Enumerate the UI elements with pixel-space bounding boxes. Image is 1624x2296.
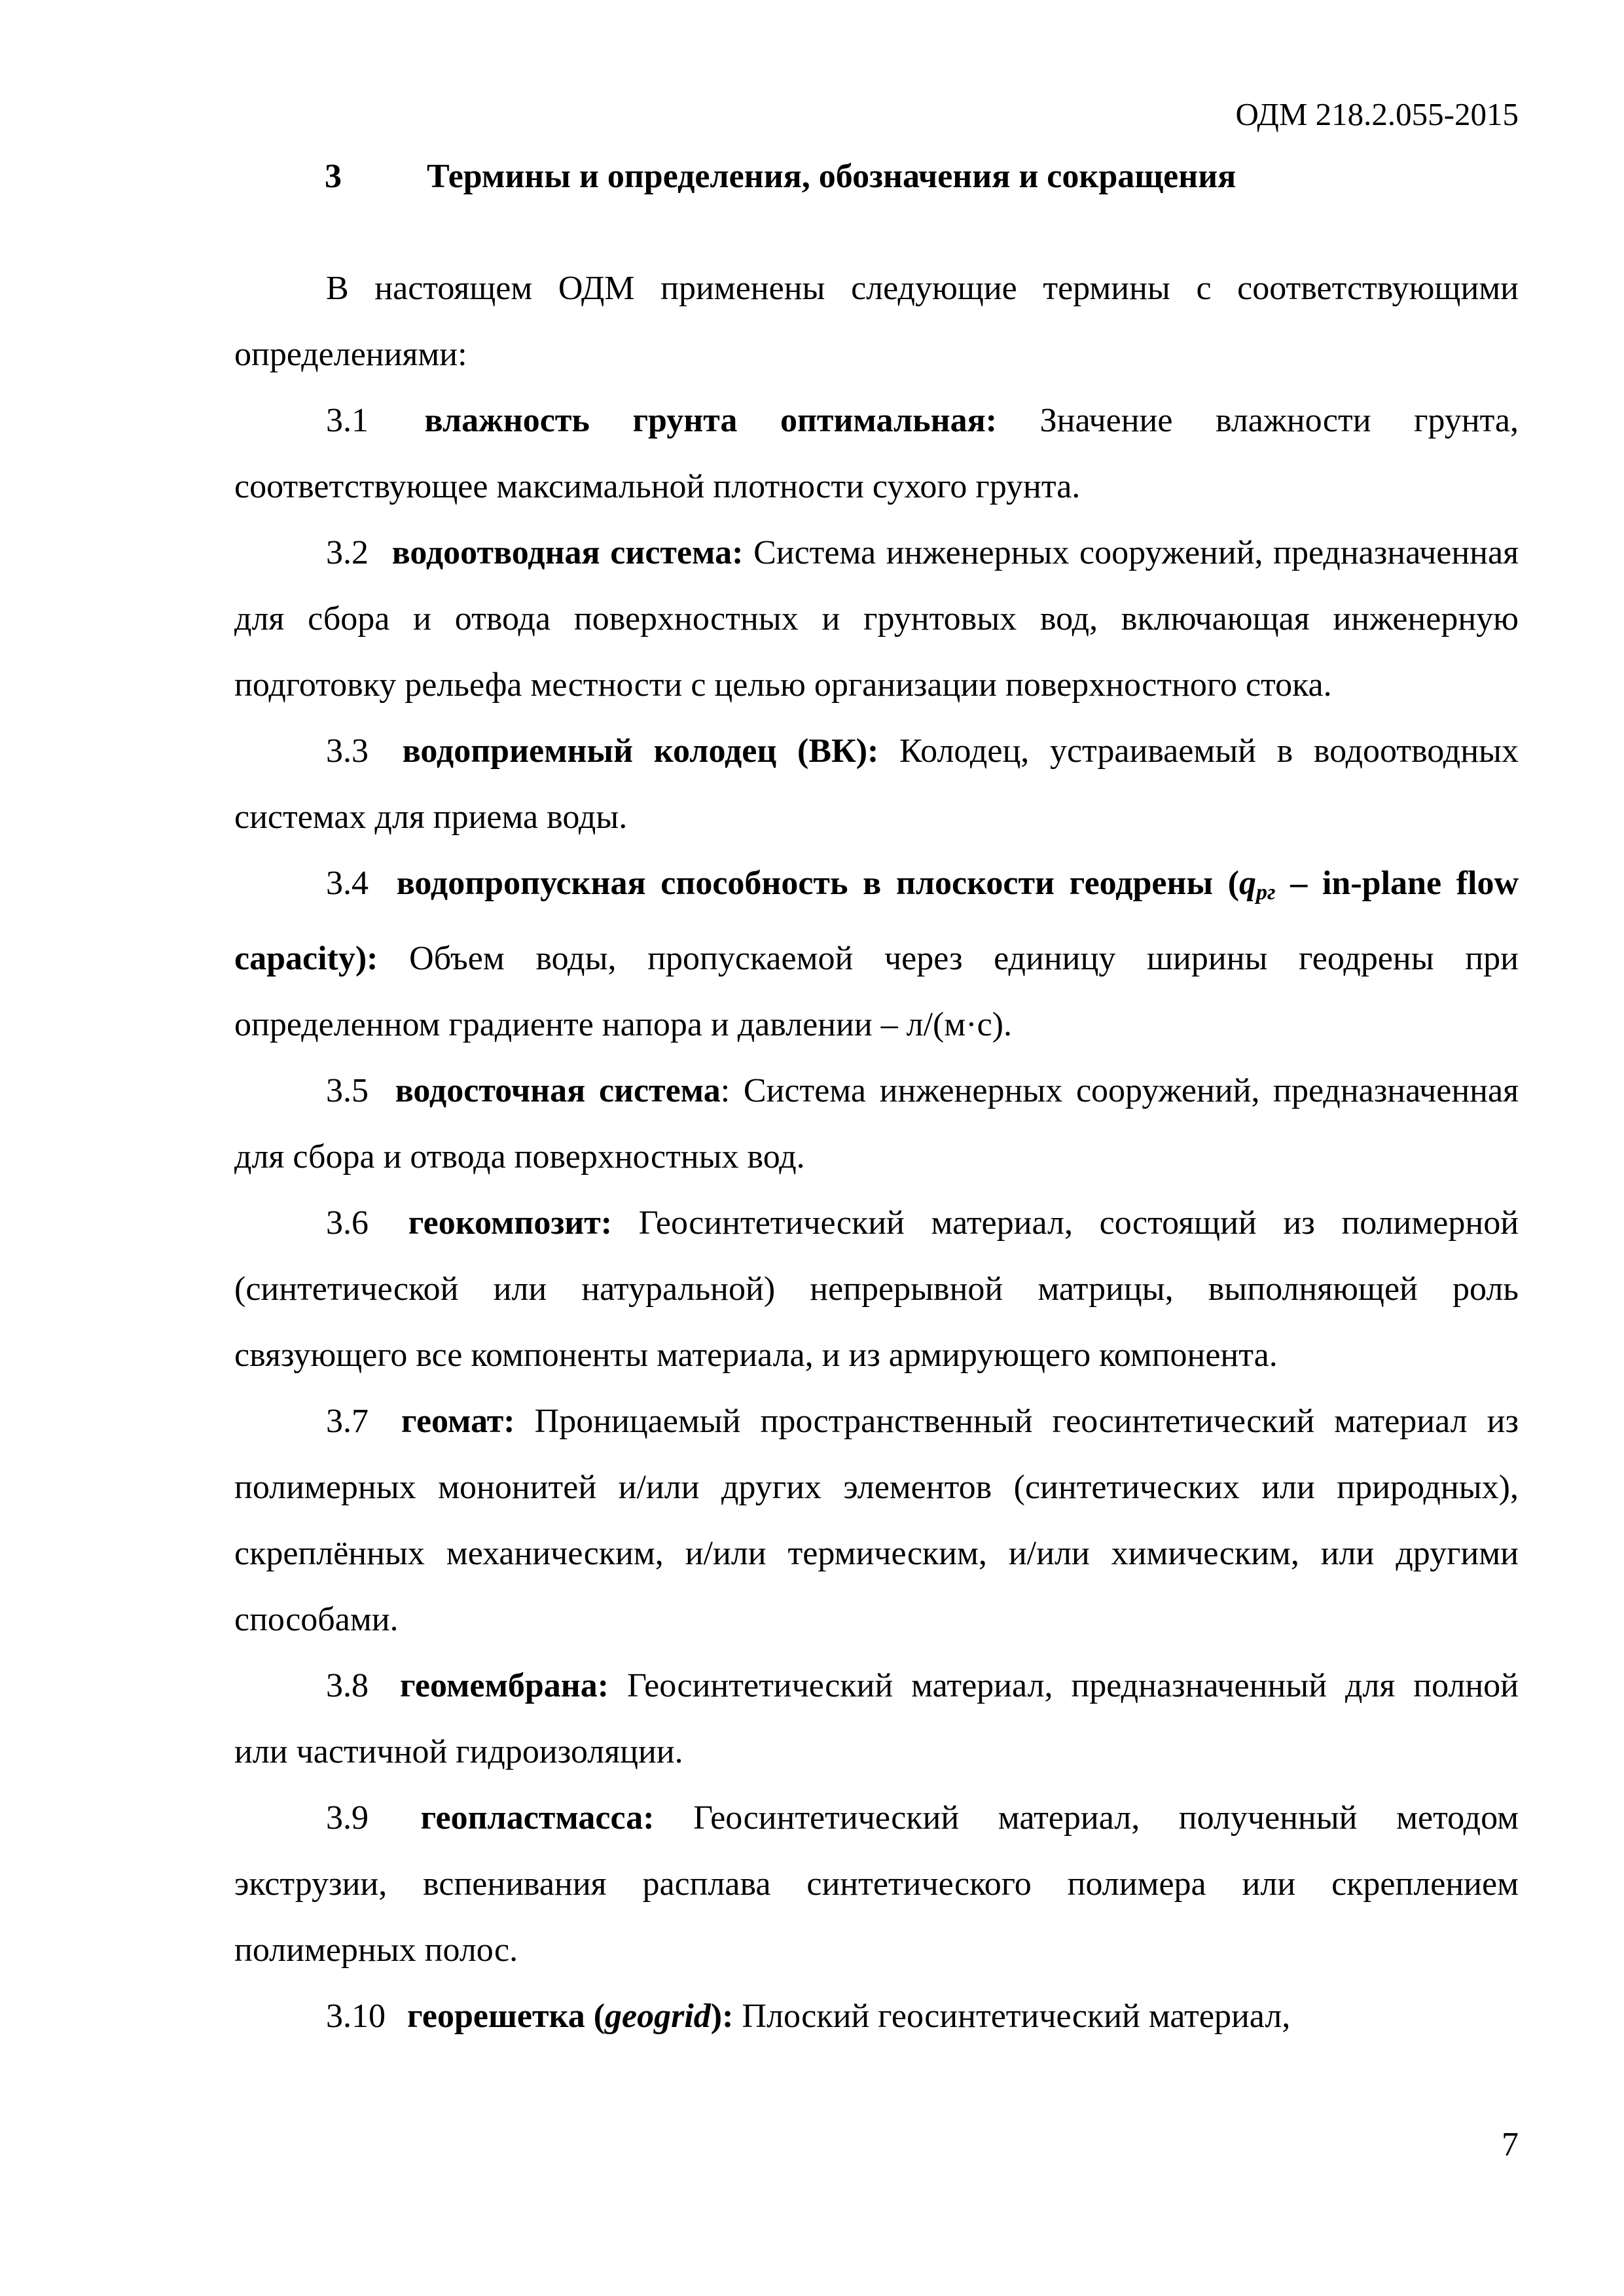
document-code: ОДМ 218.2.055-2015 (1235, 96, 1519, 132)
term-definition: Система инженерных сооружений, предназначенная для сбора и отвода поверхностных и грунтовых вод, включающая инженерную подготовку рельефа местности с целью организации поверхностного стока. (234, 534, 1519, 704)
term-name: водоотводная система: (391, 534, 744, 571)
term-definition: Плоский геосинтетический материал, (742, 1998, 1291, 2035)
term-item-3-6 (234, 1190, 1519, 1388)
term-item-3-9 (234, 1785, 1519, 1983)
intro-paragraph: В настоящем ОДМ применены следующие термины с соответствующими определениями: (234, 270, 1519, 373)
term-number: 3.4 (326, 865, 369, 902)
section-heading (325, 160, 1236, 194)
term-name: георешетка ( (407, 1998, 605, 2035)
term-definition: : Система инженерных сооружений, предназначенная для сбора и отвода поверхностных вод. (234, 1072, 1519, 1175)
term-number: 3.10 (326, 1998, 386, 2035)
term-name: водосточная система (395, 1072, 721, 1109)
term-english: – in-plane flow capacity): (234, 865, 1519, 977)
term-symbol: q (1239, 865, 1257, 902)
term-item-3-3 (234, 718, 1519, 850)
section-title: Термины и определения, обозначения и сокращения (427, 158, 1236, 195)
term-symbol-subscript: pг (1256, 880, 1276, 905)
term-number: 3.6 (326, 1204, 369, 1242)
term-item-3-2 (234, 520, 1519, 718)
term-item-3-7 (234, 1388, 1519, 1653)
term-definition: Геосинтетический материал, полученный методом экструзии, вспенивания расплава синтетического полимера или скреплением полимерных полос. (234, 1799, 1519, 1969)
term-definition: Объем воды, пропускаемой через единицу ширины геодрены при определенном градиенте напора и давлении – л/(м·с). (234, 940, 1519, 1043)
term-definition: Геосинтетический материал, предназначенный для полной или частичной гидроизоляции. (234, 1667, 1519, 1770)
term-item-3-4 (234, 850, 1519, 1058)
term-definition: Геосинтетический материал, состоящий из полимерной (синтетической или натуральной) непрерывной матрицы, выполняющей роль связующего все компоненты материала, и из армирующего компонента. (234, 1204, 1519, 1374)
term-name: геокомпозит: (408, 1204, 613, 1242)
document-body (234, 255, 1519, 2049)
term-name: водоприемный колодец (402, 732, 777, 770)
term-number: 3.7 (326, 1403, 369, 1440)
term-definition: Колодец, устраиваемый в водоотводных системах для приема воды. (234, 732, 1519, 836)
term-abbreviation: (ВК): (797, 732, 879, 770)
term-name-close: ): (710, 1998, 734, 2035)
term-name: водопропускная способность в плоскости геодрены ( (396, 865, 1240, 902)
term-number: 3.3 (326, 732, 369, 770)
page-number: 7 (1502, 2126, 1519, 2163)
term-name: влажность грунта оптимальная: (424, 402, 998, 439)
term-english-italic: geogrid (605, 1998, 711, 2035)
term-name: геопластмасса: (420, 1799, 655, 1837)
term-number: 3.9 (326, 1799, 369, 1837)
term-name: геомат: (401, 1403, 515, 1440)
term-name: геомембрана: (399, 1667, 609, 1704)
term-list (234, 387, 1519, 2049)
term-definition: Проницаемый пространственный геосинтетический материал из полимерных мононитей и/или других элементов (синтетических или природных), скреплённых механическим, и/или термическим, и/или химическим, или другими способами. (234, 1403, 1519, 1638)
term-item-3-5 (234, 1058, 1519, 1190)
term-number: 3.8 (326, 1667, 369, 1704)
section-number: 3 (325, 158, 342, 195)
term-number: 3.1 (326, 402, 369, 439)
term-number: 3.2 (326, 534, 369, 571)
term-item-3-8 (234, 1653, 1519, 1785)
term-item-3-1 (234, 387, 1519, 520)
term-item-3-10 (234, 1983, 1519, 2049)
term-definition: Значение влажности грунта, соответствующее максимальной плотности сухого грунта. (234, 402, 1519, 505)
term-number: 3.5 (326, 1072, 369, 1109)
